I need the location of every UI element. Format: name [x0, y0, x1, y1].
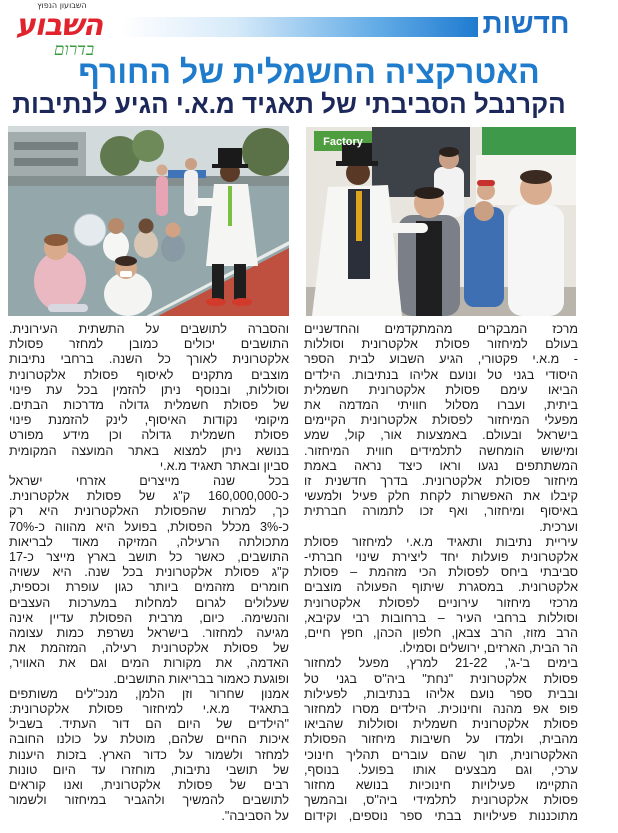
article-line: וסוללות, ובנוסף ניתן להזמין בכל עת פינוי — [9, 382, 289, 397]
article-line: האלקטרונית, תוך שהם עוברים תהליך חינוכי — [304, 747, 578, 762]
article-line: פסולת אלקטרונית "נחת" ביה"ס בגני טל — [304, 671, 578, 686]
article-line: מיקומי נקודות האיסוף, לינק להזמנת פינוי — [9, 413, 289, 428]
child-black-shirt — [416, 221, 442, 316]
newspaper-logo: השבוע — [15, 8, 103, 43]
child-white-shirt — [508, 205, 564, 316]
performer-arm — [194, 198, 216, 206]
article-paragraph — [304, 535, 578, 657]
article-line: לתושבים להמשיך ולהגביר במיחזור ולשמור — [9, 793, 289, 808]
article-line: בנושא ניתן למצוא באתר המועצה המקומית — [9, 443, 289, 458]
performer-tie — [356, 191, 362, 241]
tree — [242, 128, 289, 176]
article-line: "הילדים של היום הם דור העתיד. בשביל — [9, 717, 289, 732]
adult-standing-body — [156, 176, 168, 216]
article-line: ק"ג פסולת אלקטרונית בכל שנה. היא עשויה — [9, 565, 289, 580]
article-line: מהבית, ולמדו על חשיבות מיחזור הפסולת — [304, 732, 578, 747]
article-line: אלקטרונית פועלות יחד ליצירת שינוי חברתי- — [304, 550, 578, 565]
article-line: מפעלי המיחזור לפסולת אלקטרונית הקיימים — [304, 413, 578, 428]
article-line: של תושבי נתיבות, מוחזרו עד היום טונות — [9, 762, 289, 777]
seated-child-head — [108, 218, 124, 234]
child-hair — [520, 170, 552, 184]
adult-standing-body — [184, 170, 198, 216]
article-line: עיריית נתיבות ותאגיד מ.א.י למיחזור פסולת — [304, 534, 578, 549]
performer-shoe — [232, 298, 252, 306]
article-line: הרב מזוז, הרב צבאן, חלפון הכהן, חפץ חיים, — [304, 626, 578, 641]
child-legs — [48, 304, 88, 312]
seated-child-body — [161, 234, 185, 262]
article-line: ופוגעת כאמור בבריאות התושבים. — [113, 671, 289, 686]
article-paragraph — [304, 656, 578, 823]
performer-shoe — [206, 298, 226, 306]
article-line: התושבים יכולים כמובן למחזר פסולת — [9, 337, 289, 352]
article-paragraph — [9, 322, 289, 474]
article-line: למחזר ולשמור על כדור הארץ. בזכות היענות — [9, 747, 289, 762]
photo-performer-with-kids-scene — [306, 127, 576, 316]
child-blue-jacket — [464, 207, 504, 307]
article-line: היסודי בגני טל ונועם אליהו בנתיבות. הילדים — [304, 367, 578, 382]
article-line: מיחזור פסולת אלקטרונית. בדרך חדשנית זו — [304, 474, 578, 489]
performer-pants — [234, 264, 246, 300]
article-line: ערכי, וגם מבצעים אותו בפועל. בנוסף, — [304, 762, 578, 777]
article-line: באיסוף ומיחזור, ואף זכו לתמורה חברתית — [304, 504, 578, 519]
seated-child-head — [139, 219, 154, 234]
performer-pants — [212, 264, 224, 300]
article-line: כך, למרות שהפסולת האלקטרונית היא רק — [9, 504, 289, 519]
article-line: מגיעה למחזור. בישראל נשרפת כמות עצומה — [9, 626, 289, 641]
performer-top-hat — [218, 148, 242, 166]
article-paragraph — [304, 322, 578, 535]
balloon — [74, 214, 106, 246]
article-line: פסולת אלקטרונית לתלמידי ביה"ס, ובהמשך — [304, 793, 578, 808]
adult-standing-head — [185, 158, 197, 170]
article-line: וערכית. — [539, 519, 578, 534]
article-line: המשתתפים נגעו וראו כיצד נראה באמת — [304, 458, 578, 473]
article-line: ביתית, ועברו מסלול חוויתי המדמה את — [304, 398, 578, 413]
article-line: וסוללות ברחבי העיר – ברחובות רבי עקיבא, — [304, 610, 578, 625]
article-line: סביבתי ביחס לפסולת הכי מזהמת – פסולת — [304, 565, 578, 580]
article-line: האדמה, את מקורות המים וגם את האוויר, — [9, 656, 289, 671]
headline: האטרקציה החשמלית של החורף — [78, 55, 540, 89]
subheadline: הקרנבל הסביבתי של תאגיד מ.א.י הגיע לנתיבות — [12, 89, 566, 119]
red-cap — [477, 180, 495, 186]
article-column-right — [304, 322, 578, 824]
article-line: חומרים מזהמים ביותר כגון עופרת וכספית, — [9, 580, 289, 595]
article-paragraph — [9, 474, 289, 687]
article-line: בעולם למיחזור פסולת אלקטרונית וסוללות — [304, 337, 578, 352]
child-hair — [414, 187, 444, 199]
article-line: בישראל ובעולם. באמצעות אור, קול, שמע — [304, 428, 578, 443]
newspaper-tagline: השבועון הנפוץ — [37, 1, 87, 10]
child-hair — [115, 256, 137, 266]
section-title: חדשות — [482, 8, 570, 39]
child-head — [474, 201, 494, 221]
article-line: מרכזי מיחזור עירוניים לפסולת אלקטרונית — [304, 595, 578, 610]
seated-child-body — [134, 230, 158, 258]
article-line: פסולת אלקטרונית חשמלית וסוללות שהביאו — [304, 717, 578, 732]
photo-sign-overlay — [323, 136, 364, 148]
performer-arm — [388, 223, 428, 233]
tree — [132, 130, 164, 162]
article-line: הביאו עימם פסולת אלקטרונית חשמלית — [304, 382, 578, 397]
article-line: והסברה לתושבים על התשתית העירונית. — [9, 322, 289, 336]
article-line: התושבים, כאשר כל תושב בארץ מייצר כ-17 — [9, 550, 289, 565]
article-line: של פסולת אלקטרונית רעילה, המזהמת את — [9, 641, 289, 656]
article-line: רבים של פסולת אלקטרונית, ואנו קוראים — [9, 778, 289, 793]
article-line: מתוכננות פעילויות בבתי ספר נוספים, וקידום — [304, 808, 578, 823]
article-line: ומישוש הומחשה לתלמידים חווית המיחזור. — [304, 443, 578, 458]
photo-kids-schoolyard — [8, 126, 289, 316]
article-line: על הסביבה". — [221, 808, 289, 823]
recycle-sign-board — [482, 127, 576, 155]
article-line: - מ.א.י פקטורי, הגיע השבוע לבית הספר — [304, 352, 578, 367]
article-line: פסולת חשמלית גדולה וכן מידע מפורט — [9, 428, 289, 443]
article-paragraph — [9, 687, 289, 824]
article-line: הר הבית, הארזים, ירושלים וסמילו. — [399, 641, 578, 656]
performer-hat-brim — [336, 161, 378, 166]
article-line: כ-3% מכלל הפסולת, בפועל היא מהווה כ-70% — [9, 519, 289, 534]
article-line: מתכולתה הרעילה, המזיקה מאוד לבריאות — [9, 534, 289, 549]
article-line: בימים ב'-ג', 21-22 למרץ, מפעל למחזור — [304, 656, 578, 671]
article-line: אלקטרונית לאורך כל השנה. ברחבי נתיבות — [9, 352, 289, 367]
building-window-row — [14, 158, 78, 166]
article-line: בכל שנה מייצרים אזרחי ישראל — [9, 474, 289, 489]
factory-sign-text: Factory — [323, 136, 363, 148]
photo-kids-schoolyard-scene — [8, 126, 289, 316]
article-line: איכות החיים שלהם, מוטלת על כולנו החובה — [9, 732, 289, 747]
article-line: אמנון שחרור וזן הלמן, מנכ"לים משותפים — [9, 686, 289, 701]
article-line: מרכז המבקרים מהמתקדמים והחדשניים — [304, 322, 578, 336]
seated-child-head — [166, 223, 181, 238]
article-line: קיבלו את האפשרות לקחת חלק פעיל ולמעשי — [304, 489, 578, 504]
article-line: התקיימו פעילויות חינוכיות בנושא מחזור — [304, 778, 578, 793]
face-mask — [120, 271, 132, 277]
article-line: כ-160,000,000 ק"ג של פסולת אלקטרונית. — [9, 489, 289, 504]
performer-hat-brim — [212, 164, 248, 168]
article-line: של פסולת חשמלית גדולה מדרכות הבתים. — [9, 398, 289, 413]
article-line: סביון ובאתר תאגיד מ.א.י — [159, 458, 289, 473]
performer-tie — [228, 186, 232, 226]
article-line: מוצבים מתקנים לאיסוף פסולת אלקטרונית — [9, 367, 289, 382]
photo-performer-with-kids — [306, 127, 576, 316]
article-line: שעלולים לגרום למחלות במערכות העצבים — [9, 595, 289, 610]
building-window-row — [14, 142, 78, 150]
child-hair — [44, 234, 68, 246]
adult-standing-head — [157, 165, 168, 176]
adult-hair — [439, 147, 459, 157]
child-pink-jacket — [34, 251, 86, 311]
article-line: בתאגיד מ.א.י למיחזור פסולת אלקטרונית: — [9, 702, 289, 717]
newspaper-logo-subtitle: בדרום — [53, 40, 95, 60]
article-line: ובבית ספר נועם אליהו בנתיבות, לפעילות — [304, 686, 578, 701]
article-column-left — [9, 322, 289, 824]
article-line: והנשימה. כיום, מרבית הפסולת עדיין אינה — [9, 610, 289, 625]
article-line: פופ אפ מהנה וחינוכית. הילדים מסרו למחזור — [304, 702, 578, 717]
section-header-bar — [121, 17, 478, 37]
article-line: אלקטרונית. במסגרת שיתוף הפעולה מוצבים — [304, 580, 578, 595]
